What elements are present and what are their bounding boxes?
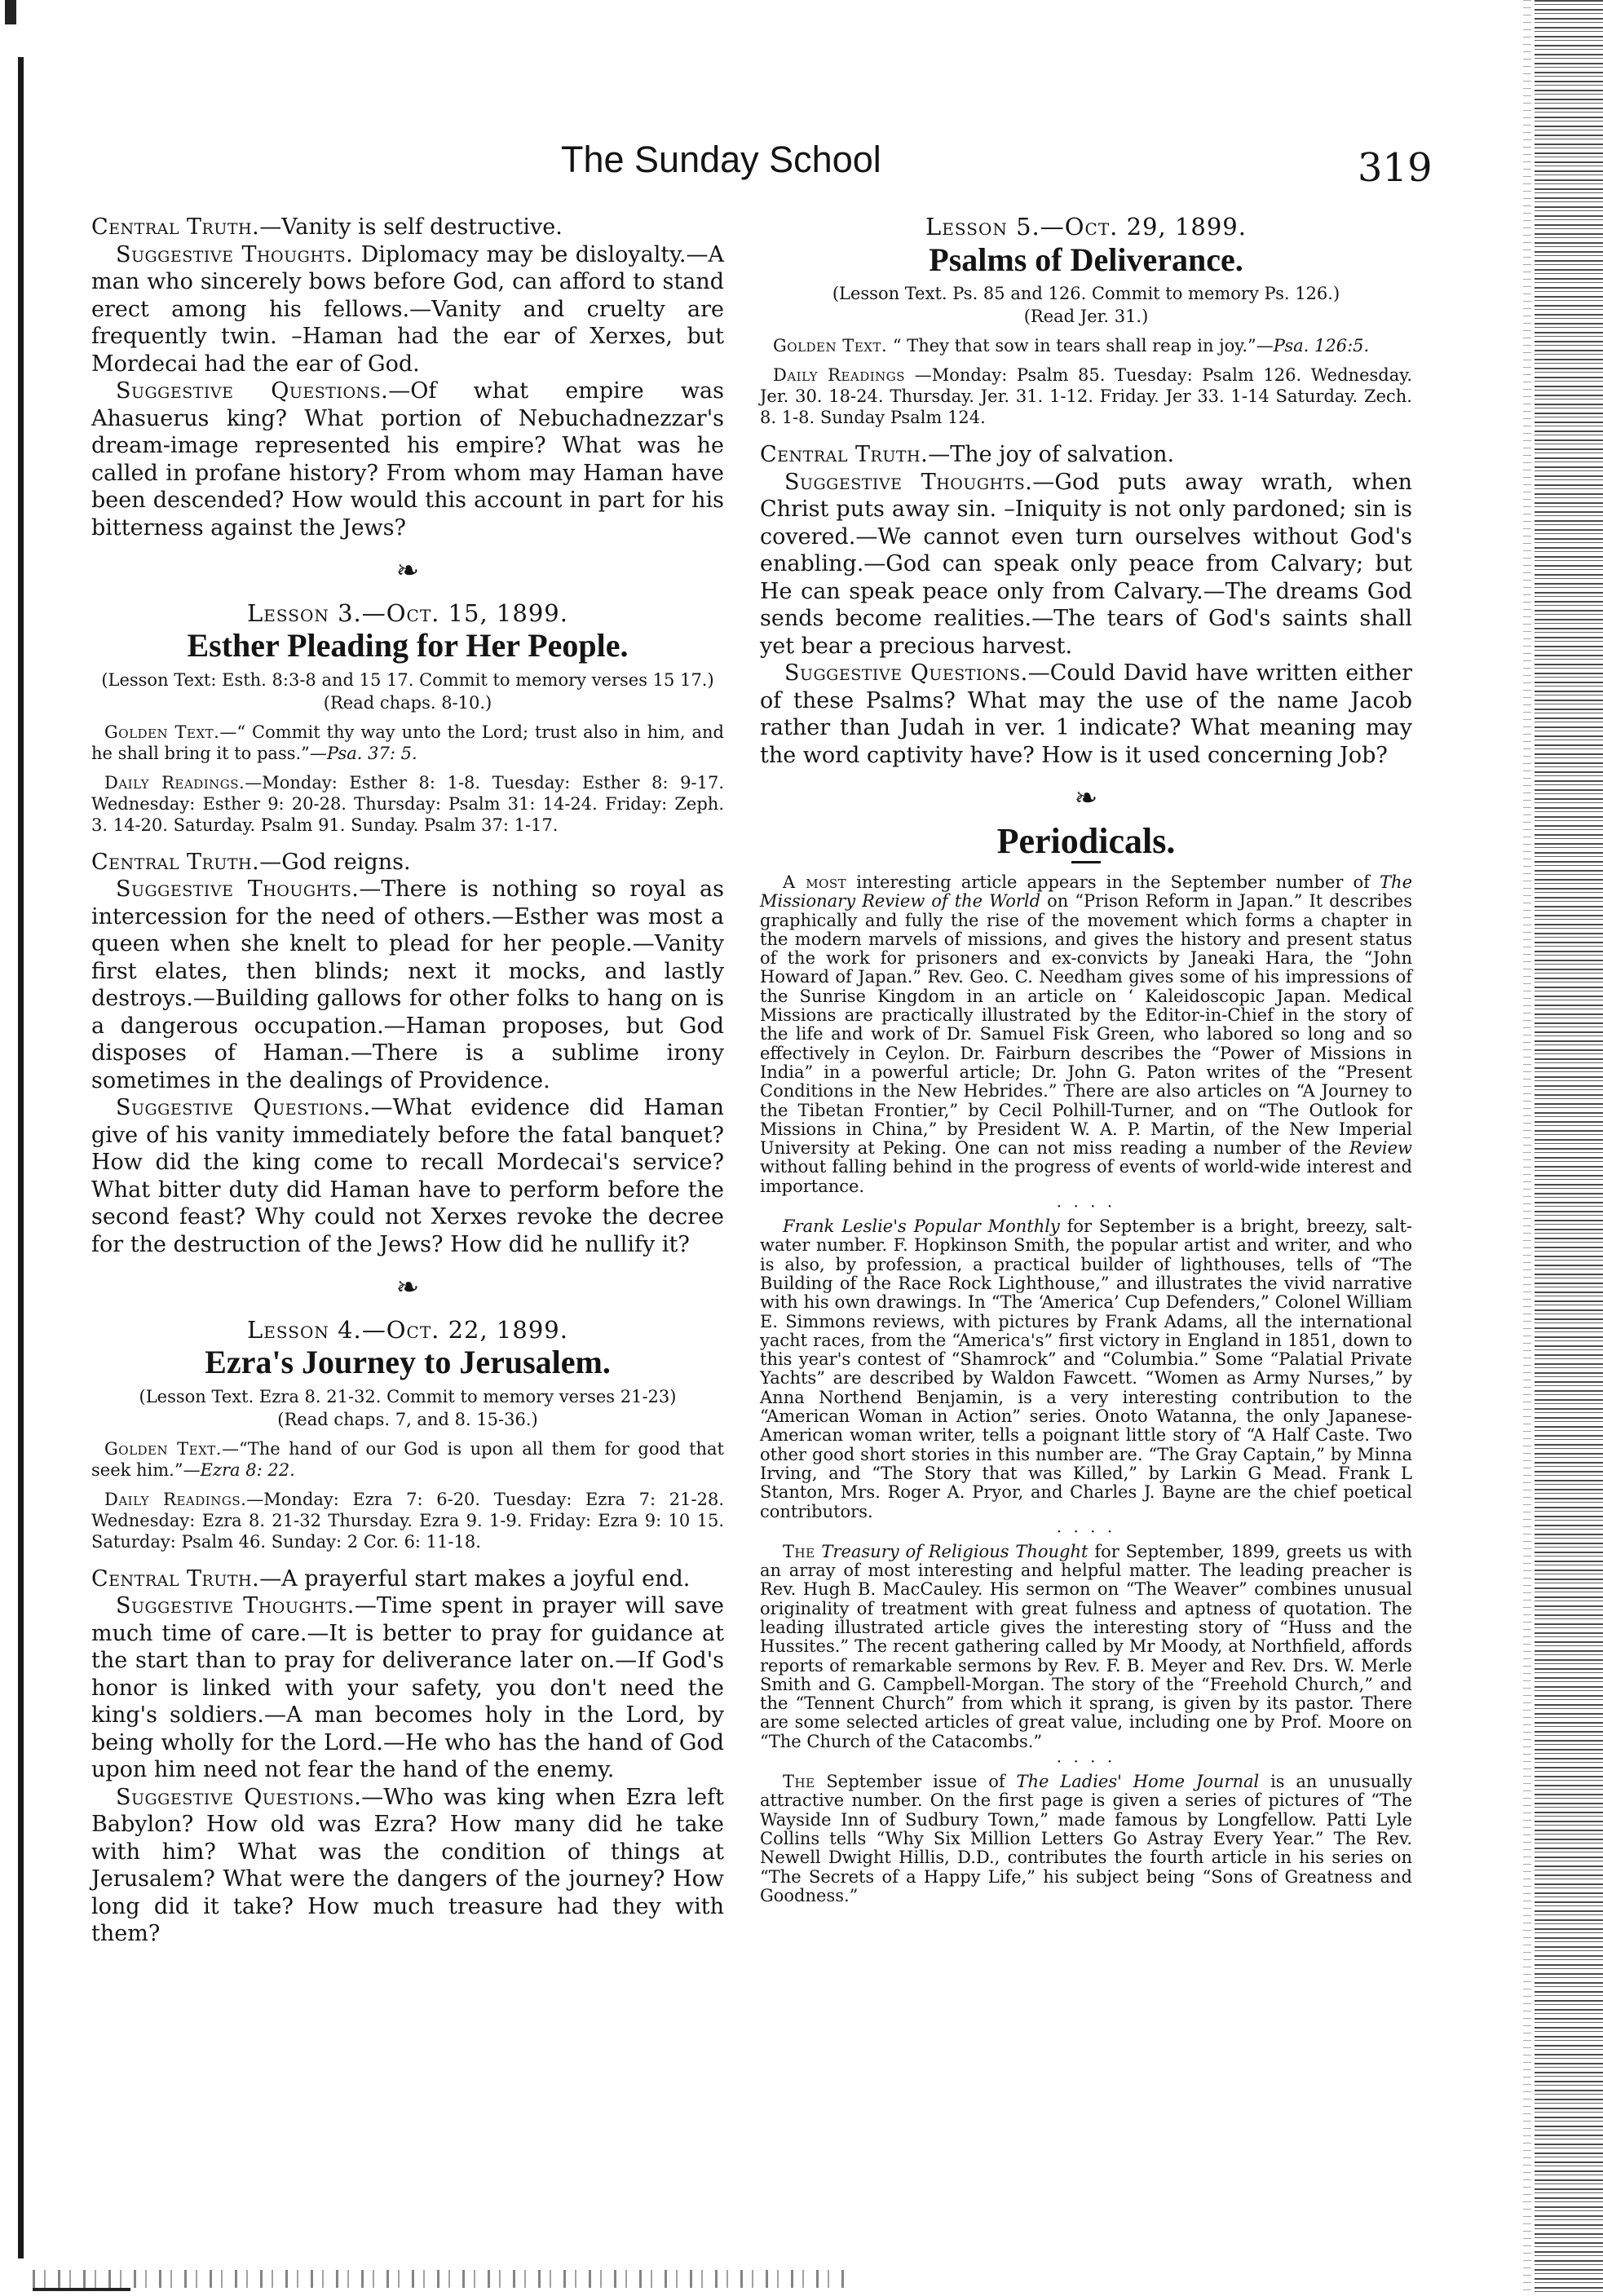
lesson-5-heading: Lesson 5.—Oct. 29, 1899. xyxy=(925,213,1247,241)
periodicals-title: Periodicals. xyxy=(996,820,1176,861)
lesson-3-suggestive-thoughts: Suggestive Thoughts.—There is nothing so royal as intercession for the need of others.—Esther was most a queen when she knelt to plead for her people.—Vanity first elates, then blinds; next it mocks, and lastly destroys.—Building gallows for other folks to hang on is a dangerous occupation.—Haman proposes, but God disposes of Haman.—There is a sublime irony sometimes in the dealings of Providence. xyxy=(91,876,724,1093)
lesson-4-text-reference: (Lesson Text. Ezra 8. 21-32. Commit to memory verses 21-23) xyxy=(139,1386,677,1406)
ornament-divider: ❧ xyxy=(395,1271,420,1304)
lesson-3-golden-text: Golden Text.—“ Commit thy way unto the Lord; trust also in him, and he shall bring it to pass.”—Psa. 37: 5. xyxy=(91,722,724,763)
lesson-3-suggestive-questions: Suggestive Questions.—What evidence did Haman give of his vanity immediately before the fatal banquet? How did the king come to recall Mordecai's service? What bitter duty did Haman have to perform before the second feast? Why could not Xerxes revoke the decree for the destruction of the Jews? How did he nullify it? xyxy=(91,1095,725,1257)
lesson-3-text-reference: (Lesson Text: Esth. 8:3-8 and 15 17. Commit to memory verses 15 17.) xyxy=(101,669,714,690)
page-number: 319 xyxy=(1358,145,1433,191)
lesson-5-golden-text: Golden Text. “ They that sow in tears shall reap in joy.”—Psa. 126:5. xyxy=(773,336,1370,355)
page-binding-edge xyxy=(0,0,24,2296)
scanned-page-edge xyxy=(1535,0,1603,2296)
section-dots: · · · · xyxy=(1056,1196,1116,1216)
ornament-divider: ❧ xyxy=(395,554,420,587)
lesson-4-suggestive-questions: Suggestive Questions.—Who was king when Ezra left Babylon? How old was Ezra? How many did he take with him? What was the condition of things at Jerusalem? What were the dangers of the journey? How long did it take? How much treasure had they with them? xyxy=(91,1784,724,1946)
suggestive-questions-paragraph: Suggestive Questions.—Of what empire was Ahasuerus king? What portion of Nebuchadnezzar's dream-image represented his empire? What was he called in profane history? From whom may Haman have been descended? How would this account in part for his bitterness against the Jews? xyxy=(91,378,724,541)
scan-noise-bottom xyxy=(33,2270,848,2288)
central-truth-paragraph: Central Truth.—Vanity is self destructive. xyxy=(91,214,563,240)
lesson-5-central-truth: Central Truth.—The joy of salvation. xyxy=(760,442,1175,467)
left-column xyxy=(91,214,724,1948)
section-dots: · · · · xyxy=(1056,1521,1116,1541)
lesson-3-title: Esther Pleading for Her People. xyxy=(187,627,629,664)
lesson-5-text-reference: (Lesson Text. Ps. 85 and 126. Commit to memory Ps. 126.) xyxy=(832,284,1340,303)
periodical-ladies-home-journal: The September issue of The Ladies' Home Journal is an unusually attractive number. On the first page is given a series of pictures of “The Wayside Inn of Sudbury Town,” made famous by Longfellow. Patti Lyle Collins tells “Why Six Million Letters Go Astray Every Year.” The Rev. Newell Dwight Hillis, D.D., contributes the fourth article in his series on “The Secrets of a Happy Life,” his subject being “Sons of Greatness and Goodness.” xyxy=(760,1772,1412,1905)
lesson-5-title: Psalms of Deliverance. xyxy=(929,241,1243,278)
lesson-4-central-truth: Central Truth.—A prayerful start makes a joyful end. xyxy=(91,1565,691,1592)
suggestive-thoughts-paragraph: Suggestive Thoughts. Diplomacy may be disloyalty.—A man who sincerely bows before God, can afford to stand erect among his fellows.—Vanity and cruelty are frequently twin. –Haman had the ear of Xerxes, but Mordecai had the ear of God. xyxy=(91,241,724,377)
periodical-frank-leslies: Frank Leslie's Popular Monthly for September is a bright, breezy, salt-water number. F. Hopkinson Smith, the popular artist and writer, and who is also, by profession, a practical builder of lighthouses, tells of “The Building of the Race Rock Lighthouse,” and illustrates the vivid narrative with his own drawings. In “The ‘America’ Cup Defenders,” Colonel William E. Simmons reviews, with pictures by Frank Adams, all the international yacht races, from the “America's” first victory in England in 1851, down to this year's contest of “Shamrock” and “Columbia.” Some “Palatial Private Yachts” are described by Waldon Fawcett. “Women as Army Nurses,” by Anna Northend Benjamin, is a very interesting contribution to the “American Woman in Action” series. Onoto Watanna, the only Japanese-American woman writer, tells a poignant little story of “A Half Caste. Two other good short stories in this number are. “The Gray Captain,” by Minna Irving, and “The Story that was Killed,” by Larkin G Mead. Frank L Stanton, Mrs. Roger A. Pryor, and Charles J. Bayne are the chief poetical contributors. xyxy=(760,1216,1412,1521)
lesson-4-golden-text: Golden Text.—“The hand of our God is upon all them for good that seek him.”—Ezra 8: 22. xyxy=(91,1438,724,1480)
lesson-5-suggestive-questions: Suggestive Questions.—Could David have written either of these Psalms? What may the use of the name Jacob rather than Judah in ver. 1 indicate? What meaning may the word captivity have? How is it used concerning Job? xyxy=(760,660,1412,768)
lesson-4-suggestive-thoughts: Suggestive Thoughts.—Time spent in prayer will save much time of care.—It is better to pray for guidance at the start than to pray for deliverance later on.—If God's honor is linked with your safety, you don't need the king's soldiers.—A man becomes holy in the Lord, by being wholly for the Lord.—He who has the hand of God upon him need not fear the hand of the enemy. xyxy=(91,1593,724,1782)
lesson-4-title: Ezra's Journey to Jerusalem. xyxy=(205,1344,611,1380)
lesson-4-heading: Lesson 4.—Oct. 22, 1899. xyxy=(247,1315,568,1344)
binding-mark xyxy=(5,0,16,24)
lesson-5-daily-readings: Daily Readings —Monday: Psalm 85. Tuesday: Psalm 126. Wednesday. Jer. 30. 18-24. Thursday. Jer. 31. 1-12. Friday. Jer 33. 1-14 Saturday. Zech. 8. 1-8. Sunday Psalm 124. xyxy=(760,365,1412,427)
scanned-page-edge-inner xyxy=(1523,0,1531,2296)
periodical-treasury: The Treasury of Religious Thought for September, 1899, greets us with an array of most interesting and helpful matter. The leading preacher is Rev. Hugh B. MacCauley. His sermon on “The Weaver” combines unusual originality of treatment with great fulness and aptness of quotation. The leading illustrated article gives the interesting story of “Huss and the Hussites.” The recent gathering called by Mr Moody, at Northfield, affords reports of remarkable sermons by Rev. F. B. Meyer and Rev. Drs. W. Merle Smith and G. Campbell-Morgan. The story of the “Freehold Church,” and the “Tennent Church” from which it sprang, is given by its pastor. There are some selected articles of great value, including one by Prof. Moore on “The Church of the Catacombs.” xyxy=(760,1541,1412,1751)
scan-mark-bottom xyxy=(33,2288,130,2291)
section-dots: · · · · xyxy=(1056,1751,1116,1772)
lesson-4-daily-readings: Daily Readings.—Monday: Ezra 7: 6-20. Tuesday: Ezra 7: 21-28. Wednesday: Ezra 8. 21-32 Thursday. Ezra 9. 1-9. Friday: Ezra 9: 10 15. Saturday: Psalm 46. Sunday: 2 Cor. 6: 11-18. xyxy=(91,1489,724,1552)
lesson-3-read: (Read chaps. 8-10.) xyxy=(323,692,492,713)
lesson-3-heading: Lesson 3.—Oct. 15, 1899. xyxy=(247,598,568,627)
lesson-5-suggestive-thoughts: Suggestive Thoughts.—God puts away wrath, when Christ puts away sin. –Iniquity is not only pardoned; sin is covered.—We cannot even turn ourselves without God's enabling.—God can speak only peace from Calvary; but He can speak peace only from Calvary.—The dreams God sends become realities.—The tears of God's saints shall yet bear a precious harvest. xyxy=(760,469,1412,659)
lesson-4-read: (Read chaps. 7, and 8. 15-36.) xyxy=(277,1409,538,1429)
lesson-3-central-truth: Central Truth.—God reigns. xyxy=(91,849,411,875)
periodicals-rule xyxy=(1071,861,1101,863)
periodical-missionary-review: A most interesting article appears in the September number of The Missionary Review of the World on “Prison Reform in Japan.” It describes graphically and fully the rise of the movement which forms a chapter in the modern marvels of missions, and gives the history and present status of the work for prisoners and ex-convicts by Janeaki Hara, the “John Howard of Japan.” Rev. Geo. C. Needham gives some of his impressions of the Sunrise Kingdom in an article on ‘ Kaleidoscopic Japan. Medical Missions are practically illustrated by the Editor-in-Chief in the story of the life and work of Dr. Samuel Fisk Green, who labored so long and so effectively in Ceylon. Dr. Fairburn describes the “Power of Missions in India” in a powerful article; Dr. John G. Paton writes of the “Present Conditions in the New Hebrides.” There are also articles on “A Journey to the Tibetan Frontier,” by Cecil Polhill-Turner, and on “The Outlook for Missions in China,” by President W. A. P. Martin, of the New Imperial University at Peking. One can not miss reading a number of the Review without falling behind in the progress of events of world-wide interest and importance. xyxy=(760,872,1412,1196)
lesson-5-read: (Read Jer. 31.) xyxy=(1023,307,1149,326)
binding-bar xyxy=(18,57,24,2258)
running-head-title: The Sunday School xyxy=(561,139,881,180)
ornament-divider: ❧ xyxy=(1074,782,1098,815)
right-column xyxy=(760,214,1412,1905)
lesson-3-daily-readings: Daily Readings.—Monday: Esther 8: 1-8. Tuesday: Esther 8: 9-17. Wednesday: Esther 9: 20-28. Thursday: Psalm 31: 14-24. Friday: Zeph. 3. 14-20. Saturday. Psalm 91. Sunday. Psalm 37: 1-17. xyxy=(91,772,724,835)
